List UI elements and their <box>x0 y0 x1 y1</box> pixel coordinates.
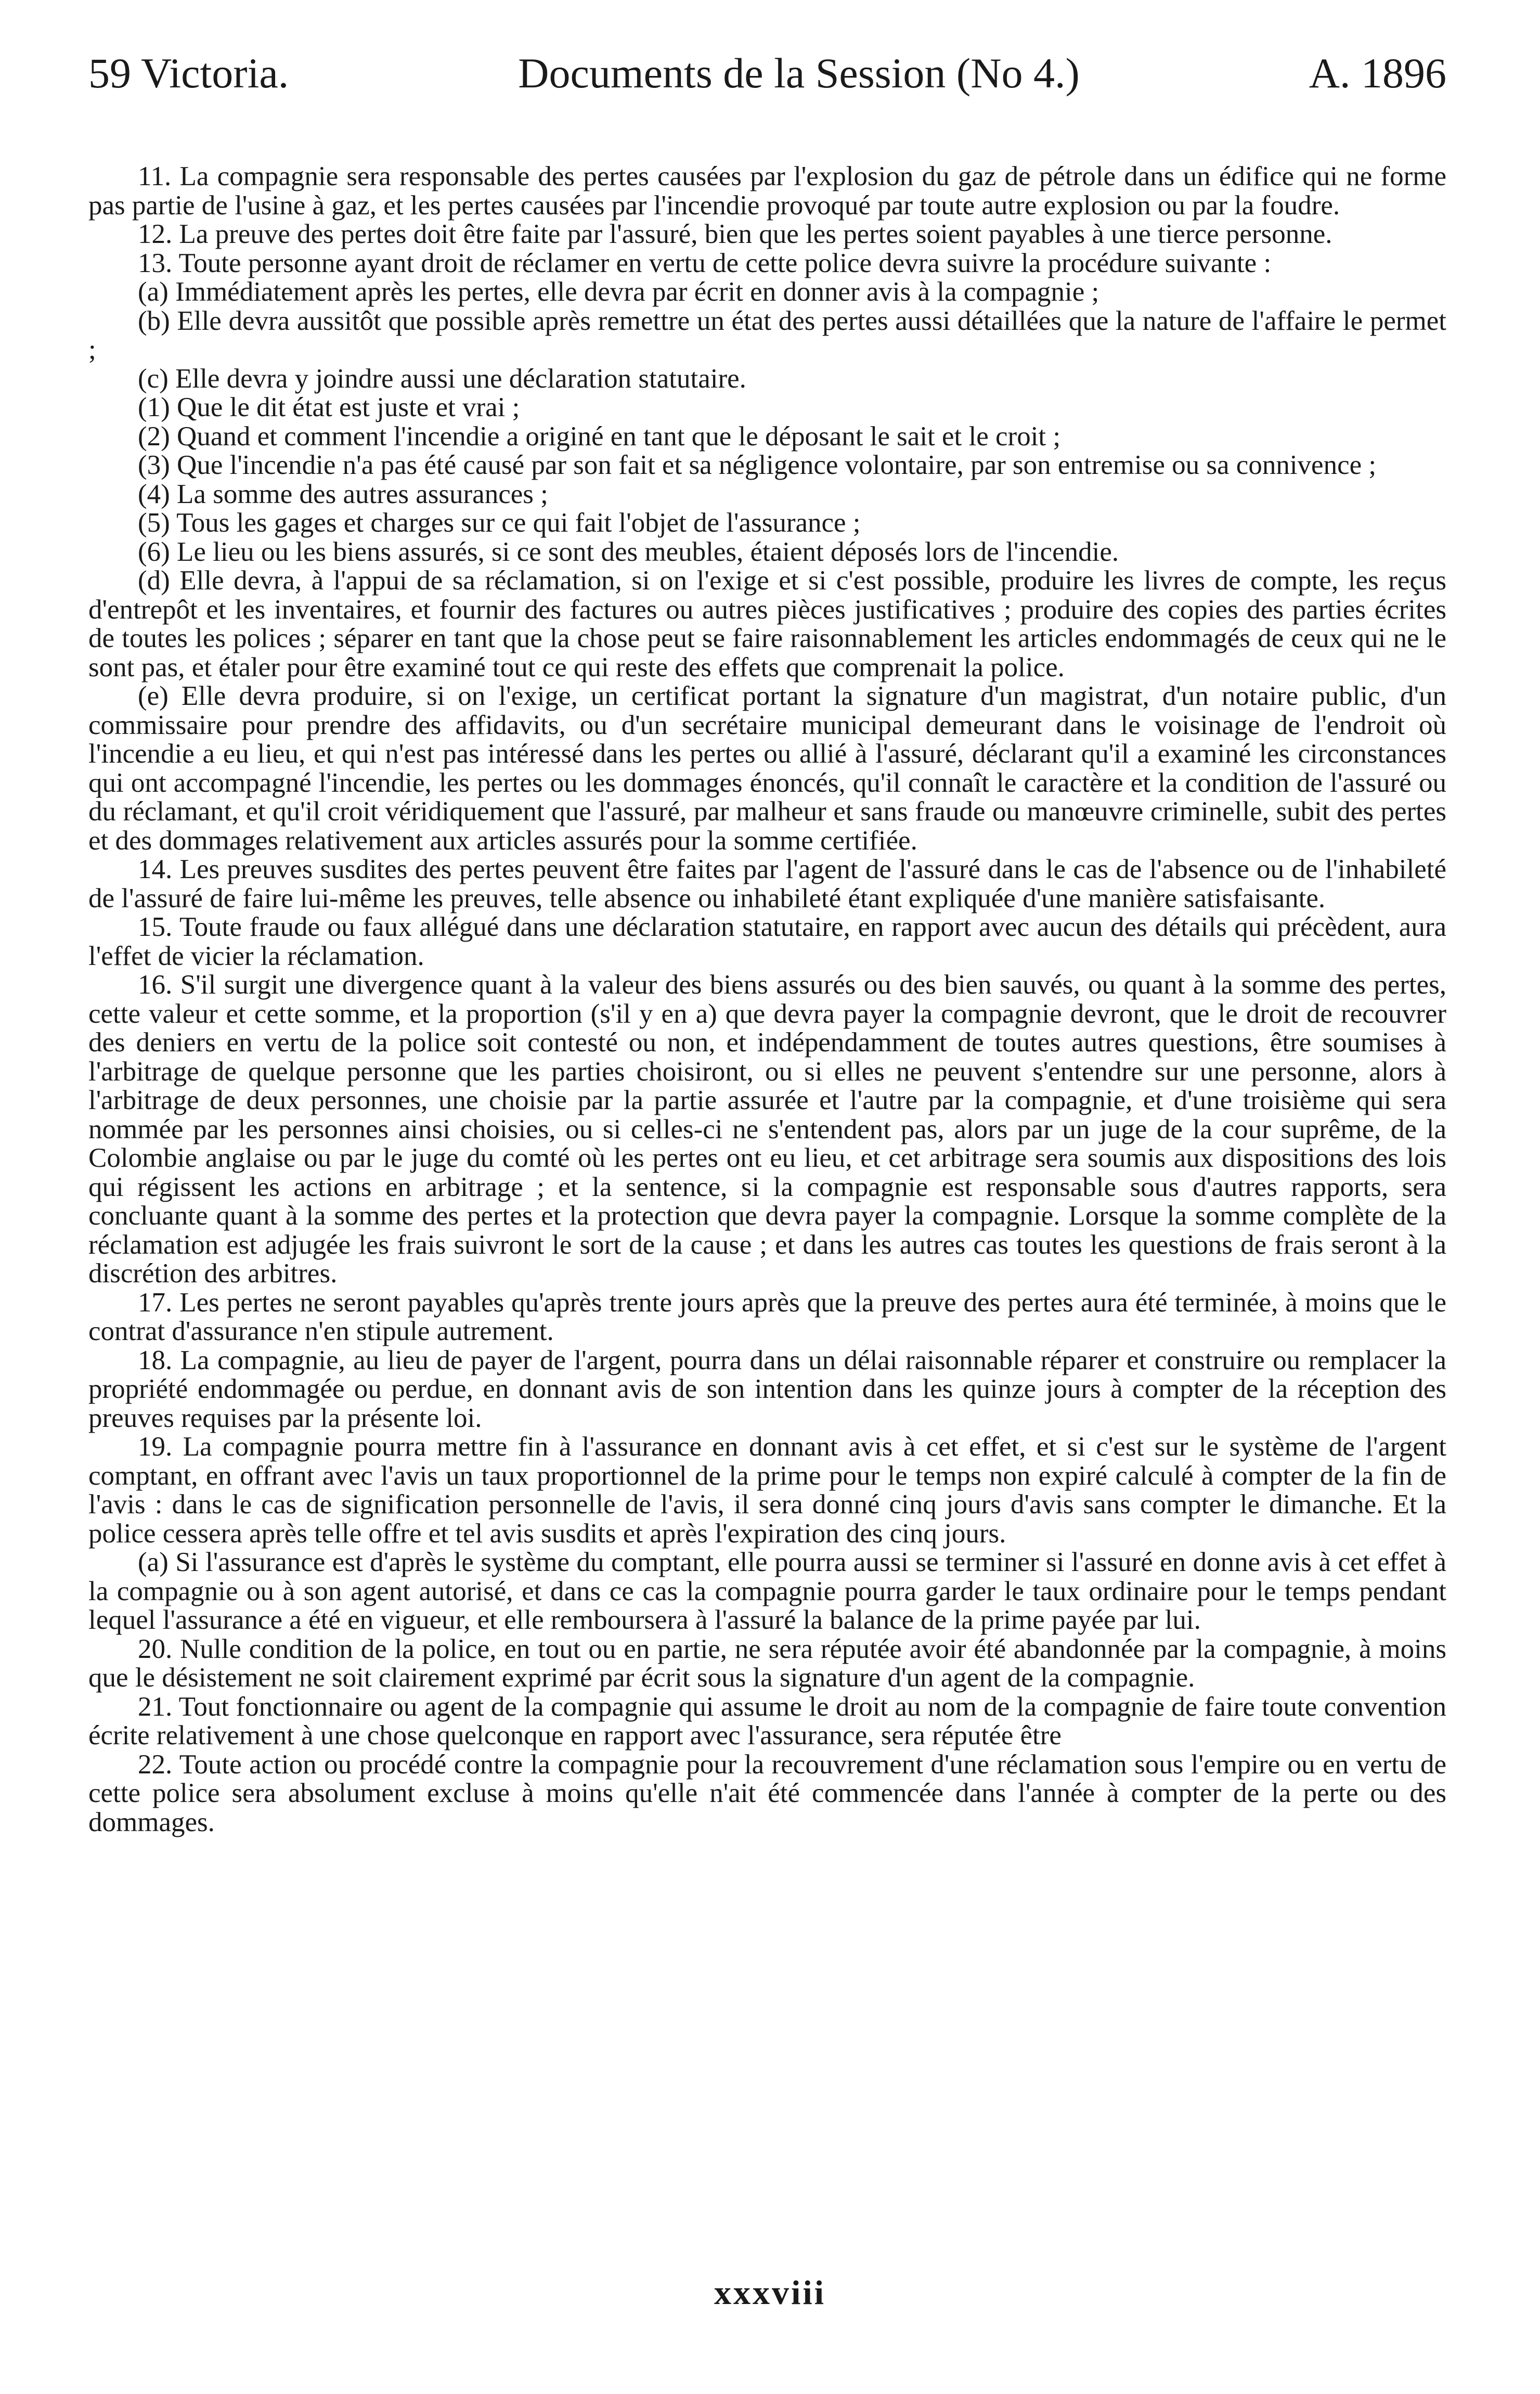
paragraph: (1) Que le dit état est juste et vrai ; <box>138 392 520 422</box>
paragraph: (5) Tous les gages et charges sur ce qui fait l'objet de l'assurance ; <box>138 508 861 538</box>
paragraph: (6) Le lieu ou les biens assurés, si ce sont des meubles, étaient déposés lors de l'incendie. <box>138 536 1119 567</box>
paragraph: (a) Immédiatement après les pertes, elle devra par écrit en donner avis à la compagnie ; <box>138 277 1099 307</box>
paragraph: 15. Toute fraude ou faux allégué dans une déclaration statutaire, en rapport avec aucun des détails qui précèdent, aura l'effet de vicier la réclamation. <box>88 912 1446 971</box>
page-header <box>88 49 1446 130</box>
paragraph: (4) La somme des autres assurances ; <box>138 479 548 509</box>
paragraph: 22. Toute action ou procédé contre la compagnie pour la recouvrement d'une réclamation sous l'empire ou en vertu de cette police sera absolument excluse à moins qu'elle n'ait été commencée dans l'année à compter de la perte ou des dommages. <box>88 1749 1446 1837</box>
header-regnal-year: 59 Victoria. <box>88 49 289 97</box>
paragraph: (b) Elle devra aussitôt que possible après remettre un état des pertes aussi détaillées que la nature de l'affaire le permet ; <box>88 305 1446 365</box>
paragraph: 19. La compagnie pourra mettre fin à l'assurance en donnant avis à cet effet, et si c'est sur le système de l'argent comptant, en offrant avec l'avis un taux proportionnel de la prime pour le temps non expiré calculé à compter de la fin de l'avis : dans le cas de signification personnelle de l'avis, il sera donné cinq jours d'avis sans compter le dimanche. Et la police cessera après telle offre et tel avis susdits et après l'expiration des cinq jours. <box>88 1432 1446 1549</box>
page-number: xxxviii <box>714 2274 826 2312</box>
paragraph: 21. Tout fonctionnaire ou agent de la compagnie qui assume le droit au nom de la compagnie de faire toute convention écrite relativement à une chose quelconque en rapport avec l'assurance, sera réputée être <box>88 1691 1446 1751</box>
paragraph: 13. Toute personne ayant droit de réclamer en vertu de cette police devra suivre la procédure suivante : <box>138 248 1272 278</box>
paragraph: (2) Quand et comment l'incendie a originé en tant que le déposant le sait et le croit ; <box>138 421 1061 452</box>
paragraph: 14. Les preuves susdites des pertes peuvent être faites par l'agent de l'assuré dans le cas de l'absence ou de l'inhabileté de l'assuré de faire lui-même les preuves, telle absence ou inhabileté étant expliquée d'une manière satisfaisante. <box>88 854 1446 913</box>
paragraph: 12. La preuve des pertes doit être faite par l'assuré, bien que les pertes soient payables à une tierce personne. <box>138 219 1332 249</box>
paragraph: (c) Elle devra y joindre aussi une déclaration statutaire. <box>138 363 746 394</box>
paragraph: 20. Nulle condition de la police, en tout ou en partie, ne sera réputée avoir été abandonnée par la compagnie, à moins que le désistement ne soit clairement exprimé par écrit sous la signature d'un agent de la compagnie. <box>88 1633 1446 1693</box>
paragraph: (e) Elle devra produire, si on l'exige, un certificat portant la signature d'un magistrat, d'un notaire public, d'un commissaire pour prendre des affidavits, ou d'un secrétaire municipal demeurant dans le voisinage de l'endroit où l'incendie a eu lieu, et qui n'est pas intéressé dans les pertes ou allié à l'assuré, déclarant qu'il a examiné les circonstances qui ont accompagné l'incendie, les pertes ou les dommages énoncés, qu'il connaît le caractère et la condition de l'assuré ou du réclamant, et qu'il croit véridiquement que l'assuré, par malheur et sans fraude ou manœuvre criminelle, subit des pertes et des dommages relativement aux articles assurés pour la somme certifiée. <box>88 681 1446 856</box>
paragraph: 11. La compagnie sera responsable des pertes causées par l'explosion du gaz de pétrole dans un édifice qui ne forme pas partie de l'usine à gaz, et les pertes causées par l'incendie provoqué par toute autre explosion ou par la foudre. <box>88 161 1446 221</box>
paragraph: 16. S'il surgit une divergence quant à la valeur des biens assurés ou des bien sauvés, ou quant à la somme des pertes, cette valeur et cette somme, et la proportion (s'il y en a) que devra payer la compagnie devront, que le droit de recouvrer des deniers en vertu de la police soit contesté ou non, et indépendamment de toutes autres questions, être soumises à l'arbitrage de quelque personne que les parties choisiront, ou si elles ne peuvent s'entendre sur une personne, alors à l'arbitrage de deux personnes, une choisie par la partie assurée et l'autre par la compagnie, et d'une troisième qui sera nommée par les personnes ainsi choisies, ou si celles-ci ne s'entendent pas, alors par un juge de la cour suprême, de la Colombie anglaise ou par le juge du comté où les pertes ont eu lieu, et cet arbitrage sera soumis aux dispositions des lois qui régissent les actions en arbitrage ; et la sentence, si la compagnie est responsable sous d'autres rapports, sera concluante quant à la somme des pertes et la protection que devra payer la compagnie. Lorsque la somme complète de la réclamation est adjugée les frais suivront le sort de la cause ; et dans les autres cas toutes les questions de frais seront à la discrétion des arbitres. <box>88 970 1446 1289</box>
header-year: A. 1896 <box>1309 49 1446 97</box>
paragraph: (3) Que l'incendie n'a pas été causé par son fait et sa négligence volontaire, par son entremise ou sa connivence ; <box>138 450 1377 480</box>
paragraph: (a) Si l'assurance est d'après le système du comptant, elle pourra aussi se terminer si l'assuré en donne avis à cet effet à la compagnie ou à son agent autorisé, et dans ce cas la compagnie pourra garder le taux ordinaire pour le temps pendant lequel l'assurance a été en vigueur, et elle remboursera à l'assuré la balance de la prime payée par lui. <box>88 1547 1446 1635</box>
paragraph: 17. Les pertes ne seront payables qu'après trente jours après que la preuve des pertes aura été terminée, à moins que le contrat d'assurance n'en stipule autrement. <box>88 1287 1446 1346</box>
document-body <box>88 162 1446 1837</box>
paragraph: 18. La compagnie, au lieu de payer de l'argent, pourra dans un délai raisonnable réparer et construire ou remplacer la propriété endommagée ou perdue, en donnant avis de son intention dans les quinze jours à compter de la réception des preuves requises par la présente loi. <box>88 1345 1446 1433</box>
paragraph: (d) Elle devra, à l'appui de sa réclamation, si on l'exige et si c'est possible, produire les livres de compte, les reçus d'entrepôt et les inventaires, et fournir des factures ou autres pièces justificatives ; produire des copies des parties écrites de toutes les polices ; séparer en tant que la chose peut se faire raisonnablement les articles endommagés de ceux qui ne le sont pas, et étaler pour être examiné tout ce qui reste des effets que comprenait la police. <box>88 565 1446 683</box>
header-title: Documents de la Session (No 4.) <box>518 49 1080 97</box>
